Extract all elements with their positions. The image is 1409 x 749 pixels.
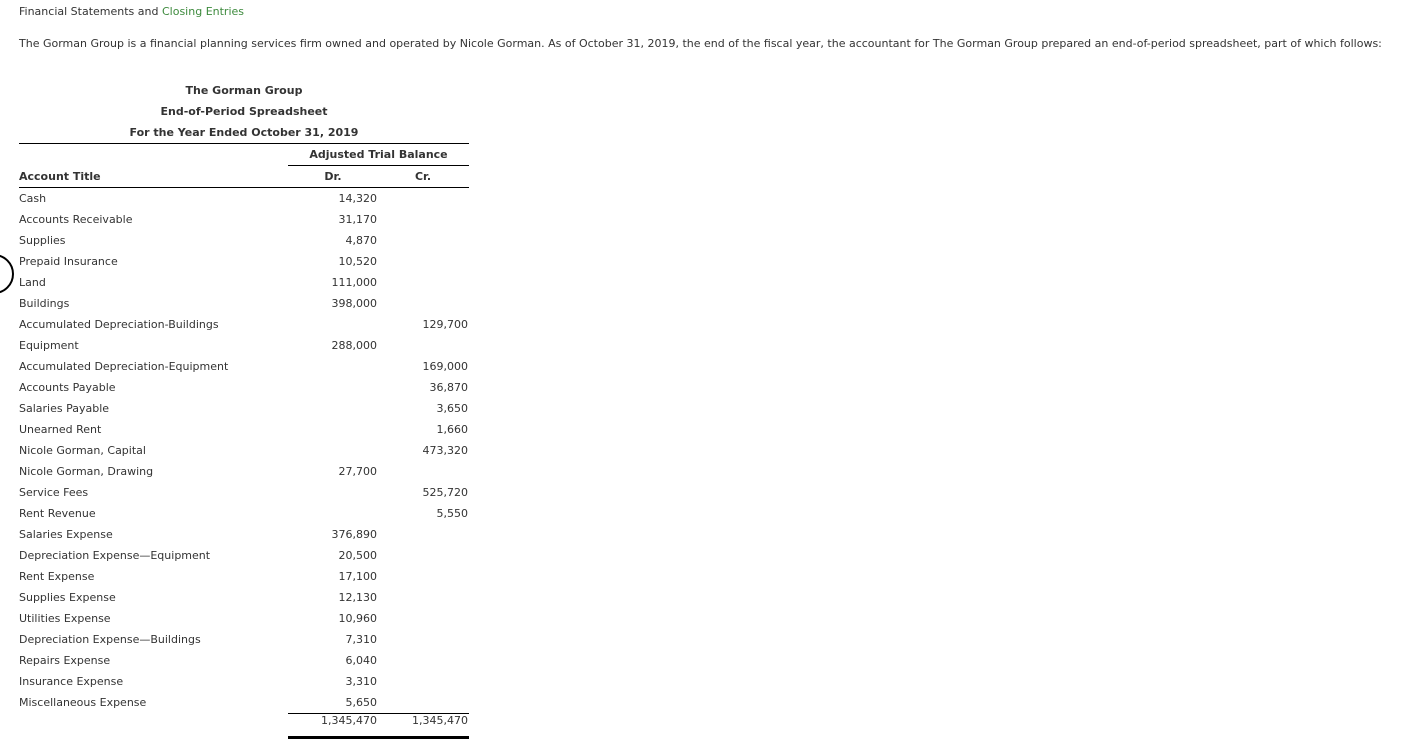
table-row [19,650,469,671]
account-title: Utilities Expense [19,612,111,625]
spreadsheet-title: End-of-Period Spreadsheet [160,105,328,118]
table-row [19,524,469,545]
account-title: Rent Expense [19,570,95,583]
adjusted-trial-balance-header: Adjusted Trial Balance [288,144,469,166]
account-title: Cash [19,192,47,205]
table-row [19,587,469,608]
table-row [19,545,469,566]
breadcrumb [19,5,244,18]
debit-value: 14,320 [338,192,377,205]
table-row [19,293,469,314]
account-title: Nicole Gorman, Drawing [19,465,154,478]
table-row [19,503,469,524]
debit-value: 288,000 [331,339,377,352]
totals-row [288,713,469,739]
table-row [19,356,469,377]
credit-value: 129,700 [422,318,468,331]
account-title: Prepaid Insurance [19,255,118,268]
account-title: Salaries Expense [19,528,113,541]
account-title: Depreciation Expense—Buildings [19,633,201,646]
credit-value: 1,660 [436,423,468,436]
total-credit: 1,345,470 [412,714,468,727]
table-row [19,272,469,293]
account-rows [19,188,469,713]
debit-value: 376,890 [331,528,377,541]
debit-value: 4,870 [345,234,377,247]
debit-value: 10,960 [338,612,377,625]
table-row [19,251,469,272]
credit-header: Cr. [414,170,432,183]
column-header-row [19,166,469,188]
table-row [19,629,469,650]
account-title: Depreciation Expense—Equipment [19,549,211,562]
table-row [19,482,469,503]
total-debit: 1,345,470 [321,714,377,727]
debit-value: 398,000 [331,297,377,310]
table-row [19,671,469,692]
table-row [19,461,469,482]
breadcrumb-prefix: Financial Statements and [19,5,159,18]
account-title: Equipment [19,339,79,352]
account-title: Land [19,276,46,289]
debit-value: 3,310 [345,675,377,688]
debit-value: 7,310 [345,633,377,646]
account-title: Accumulated Depreciation-Buildings [19,318,219,331]
account-title: Rent Revenue [19,507,96,520]
credit-value: 525,720 [422,486,468,499]
table-row [19,608,469,629]
table-row [19,335,469,356]
table-row [19,314,469,335]
account-title: Supplies [19,234,66,247]
account-title: Buildings [19,297,70,310]
account-title: Accumulated Depreciation-Equipment [19,360,229,373]
spreadsheet-period: For the Year Ended October 31, 2019 [19,122,469,144]
debit-value: 17,100 [338,570,377,583]
table-row [19,188,469,209]
account-title: Accounts Payable [19,381,116,394]
debit-value: 20,500 [338,549,377,562]
debit-value: 10,520 [338,255,377,268]
debit-value: 5,650 [345,696,377,709]
company-name: The Gorman Group [185,84,303,97]
debit-header: Dr. [324,170,342,183]
credit-value: 5,550 [436,507,468,520]
margin-circle-marker [0,254,14,294]
credit-value: 36,870 [429,381,468,394]
debit-value: 31,170 [338,213,377,226]
credit-value: 3,650 [436,402,468,415]
account-title: Insurance Expense [19,675,124,688]
account-title: Supplies Expense [19,591,116,604]
table-row [19,440,469,461]
spreadsheet [19,80,469,739]
table-row [19,692,469,713]
section-header-row [19,144,469,166]
debit-value: 6,040 [345,654,377,667]
table-row [19,566,469,587]
debit-value: 12,130 [338,591,377,604]
debit-value: 27,700 [338,465,377,478]
table-row [19,209,469,230]
account-title: Miscellaneous Expense [19,696,147,709]
account-title: Repairs Expense [19,654,111,667]
table-row [19,377,469,398]
account-title: Salaries Payable [19,402,110,415]
credit-value: 473,320 [422,444,468,457]
credit-value: 169,000 [422,360,468,373]
account-title: Nicole Gorman, Capital [19,444,146,457]
debit-value: 111,000 [331,276,377,289]
table-row [19,419,469,440]
closing-entries-link[interactable]: Closing Entries [161,5,245,18]
account-title: Service Fees [19,486,89,499]
table-row [19,398,469,419]
account-title: Accounts Receivable [19,213,133,226]
account-title: Unearned Rent [19,423,102,436]
account-title-header: Account Title [19,170,101,183]
intro-paragraph: The Gorman Group is a financial planning services firm owned and operated by Nicole Gorman. As of October 31, 2019, the end of the fiscal year, the accountant for The Gorman Group prepared an end-of-period spreadsheet, part of which follows: [19,37,1382,50]
table-row [19,230,469,251]
